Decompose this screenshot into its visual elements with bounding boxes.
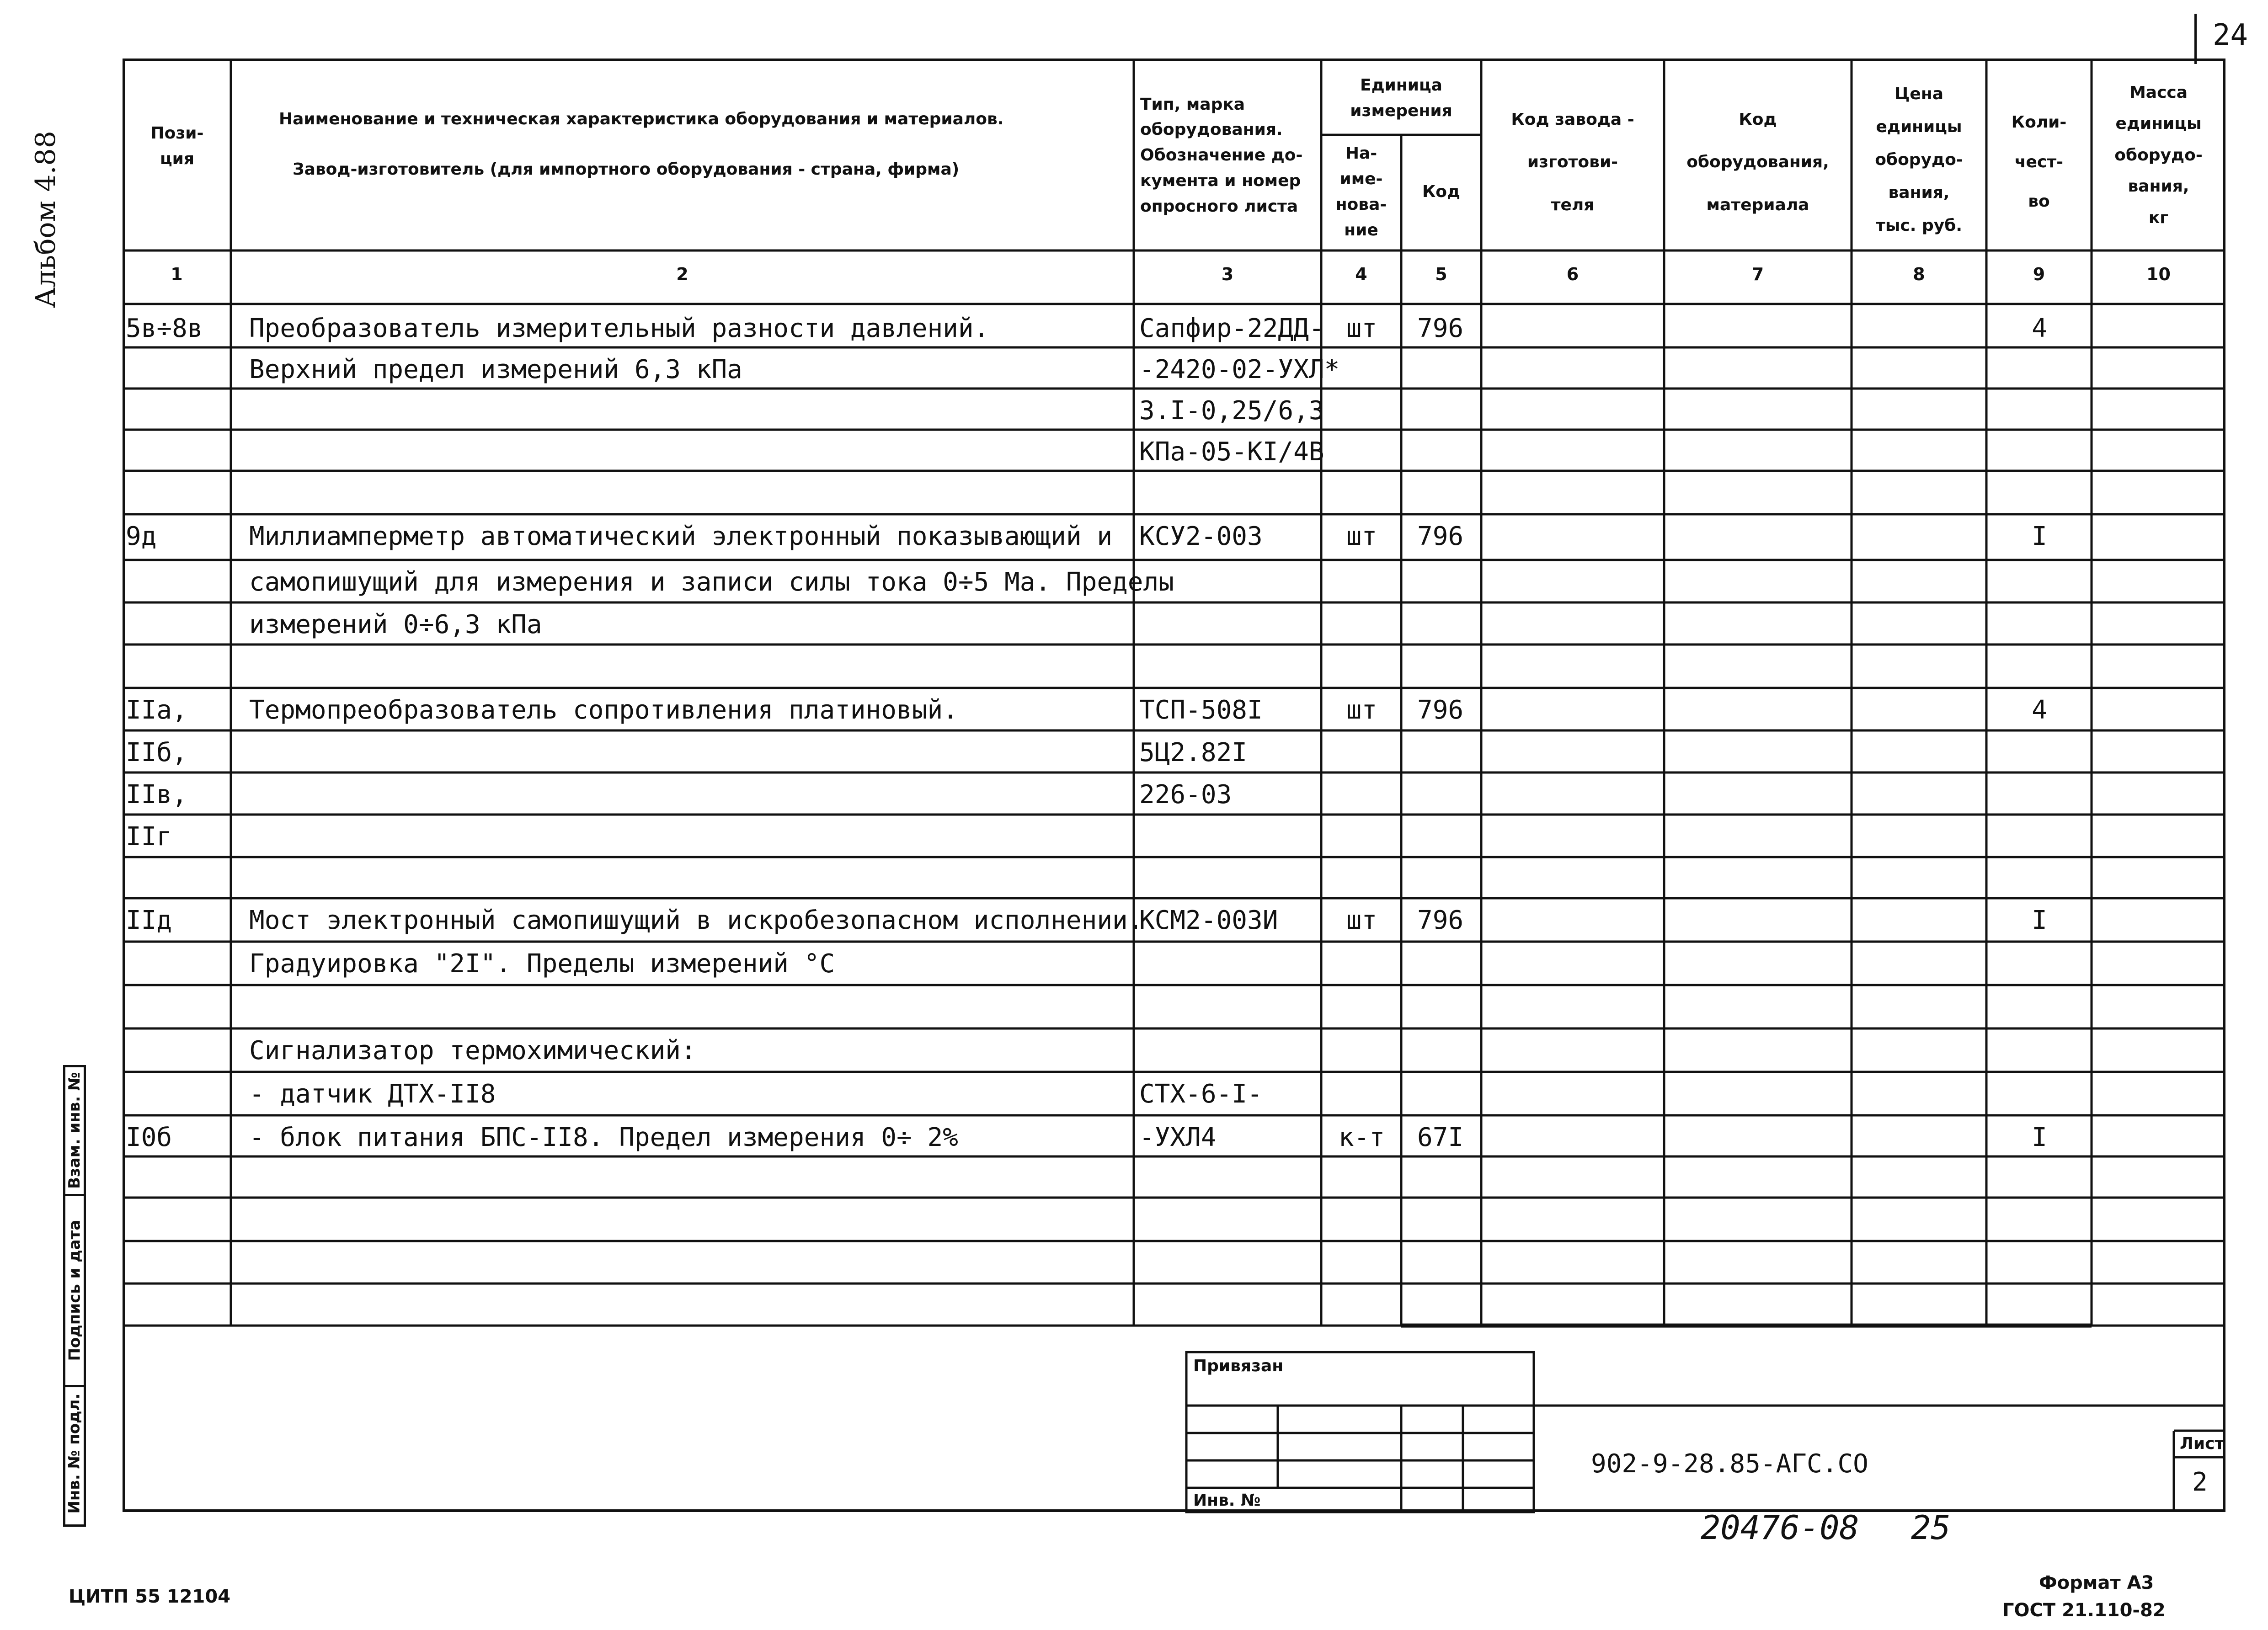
header-qty: Коли- чест- во	[2011, 113, 2067, 211]
cell-name: Верхний предел измерений 6,3 кПа	[249, 355, 742, 384]
cell-type: СТХ-6-I-	[1139, 1079, 1263, 1109]
column-number: 3	[1221, 264, 1234, 284]
cell-type: КСМ2-003И	[1139, 906, 1278, 935]
cell-type: 5Ц2.82I	[1139, 738, 1248, 767]
footer-gost: ГОСТ 21.110-82	[2002, 1600, 2166, 1621]
header-mass: Масса единицы оборудо- вания, кг	[2114, 83, 2203, 227]
column-number: 5	[1435, 264, 1447, 284]
header-unit-name: На- име- нова- ние	[1335, 144, 1387, 240]
header-pos: Пози- ция	[150, 124, 204, 168]
cell-code: 796	[1417, 314, 1464, 343]
stamp-doc-code: 902-9-28.85-АГС.СО	[1591, 1449, 1868, 1479]
cell-qty: 4	[2032, 695, 2047, 725]
cell-type: -2420-02-УХЛ*	[1139, 355, 1340, 384]
column-number: 8	[1913, 264, 1925, 284]
stamp-sheet-no: 2	[2192, 1467, 2208, 1497]
column-number: 2	[676, 264, 688, 284]
cell-qty: I	[2032, 522, 2047, 551]
cell-type: 3.I-0,25/6,3	[1139, 396, 1324, 426]
cell-name: Миллиамперметр автоматический электронный показывающий и	[249, 522, 1113, 551]
album-label: Альбом 4.88	[30, 131, 62, 308]
column-number: 9	[2033, 264, 2045, 284]
cell-code: 796	[1417, 522, 1464, 551]
footer-left: ЦИТП 55 12104	[69, 1586, 231, 1607]
side-stamp-vzam: Взам. инв. №	[65, 1071, 84, 1189]
cell-pos: 5в÷8в	[126, 314, 203, 343]
cell-qty: I	[2032, 906, 2047, 935]
cell-pos: I0б	[126, 1123, 172, 1152]
footer-format: Формат А3	[2039, 1572, 2154, 1593]
stamp-privyazan: Привязан	[1193, 1357, 1284, 1375]
cell-name: - датчик ДТХ-II8	[249, 1079, 496, 1109]
side-stamp-inv: Инв. № подл.	[65, 1393, 84, 1514]
cell-name: самопишущий для измерения и записи силы тока 0÷5 Ма. Пределы	[249, 567, 1174, 597]
handwritten-number: 20476-08	[1701, 1508, 1859, 1547]
cell-pos: IIг	[126, 822, 172, 852]
cell-qty: 4	[2032, 314, 2047, 343]
cell-unit: к-т	[1338, 1123, 1385, 1152]
cell-name: Термопреобразователь сопротивления платиновый.	[249, 695, 958, 725]
column-number: 4	[1355, 264, 1367, 284]
cell-type: ТСП-508I	[1139, 695, 1263, 725]
cell-name: Мост электронный самопишущий в искробезопасном исполнении.	[249, 906, 1143, 935]
cell-name: измерений 0÷6,3 кПа	[249, 610, 542, 639]
cell-pos: IIб,	[126, 738, 187, 767]
cell-type: Сапфир-22ДД-	[1139, 314, 1324, 343]
cell-name: Преобразователь измерительный разности давлений.	[249, 314, 989, 343]
cell-type: 226-03	[1139, 780, 1232, 810]
column-number: 1	[171, 264, 183, 284]
stamp-inv-no: Инв. №	[1193, 1491, 1261, 1510]
cell-type: КПа-05-КI/4В	[1139, 437, 1324, 467]
header-type: Тип, марка оборудования. Обозначение до- кумента и номер опросного листа	[1140, 95, 1303, 216]
header-price: Цена единицы оборудо- вания, тыс. руб.	[1875, 85, 1963, 235]
cell-qty: I	[2032, 1123, 2047, 1152]
cell-type: КСУ2-003	[1139, 522, 1263, 551]
cell-unit: шт	[1346, 906, 1377, 935]
header-maker-code: Код завода - изготови- теля	[1511, 110, 1634, 214]
cell-code: 67I	[1417, 1123, 1464, 1152]
cell-type: -УХЛ4	[1139, 1123, 1217, 1152]
header-equip-code: Код оборудования, материала	[1686, 110, 1829, 214]
column-number: 6	[1566, 264, 1579, 284]
cell-unit: шт	[1346, 314, 1377, 343]
side-stamp-podpis: Подпись и дата	[65, 1220, 84, 1361]
cell-code: 796	[1417, 906, 1464, 935]
page-number: 24	[2213, 18, 2248, 52]
cell-pos: 9д	[126, 522, 157, 551]
cell-pos: IIд	[126, 906, 172, 935]
header-unit-group: Единица измерения	[1350, 76, 1452, 120]
cell-unit: шт	[1346, 522, 1377, 551]
cell-pos: IIв,	[126, 780, 187, 810]
column-number: 7	[1751, 264, 1764, 284]
cell-name: - блок питания БПС-II8. Предел измерения 0÷ 2%	[249, 1123, 958, 1152]
column-number: 10	[2146, 264, 2171, 284]
cell-unit: шт	[1346, 695, 1377, 725]
header-name-line1: Наименование и техническая характеристика оборудования и материалов.	[279, 110, 1004, 128]
stamp-sheet-label: Лист	[2180, 1434, 2225, 1453]
header-unit-code: Код	[1422, 182, 1461, 202]
handwritten-page: 25	[1911, 1508, 1951, 1547]
header-name-line2: Завод-изготовитель (для импортного оборудования - страна, фирма)	[293, 160, 960, 179]
cell-pos: IIа,	[126, 695, 187, 725]
cell-name: Градуировка "2I". Пределы измерений °С	[249, 949, 835, 979]
cell-name: Сигнализатор термохимический:	[249, 1036, 696, 1065]
cell-code: 796	[1417, 695, 1464, 725]
